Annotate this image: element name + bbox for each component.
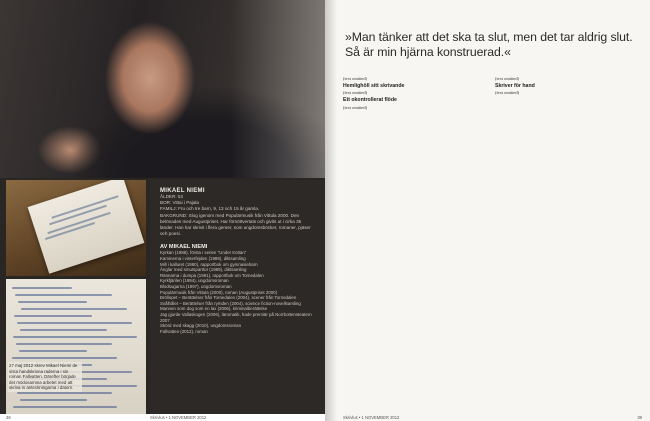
article-paragraph: (text omitted) bbox=[495, 76, 520, 81]
works-item: Kyrkan (1988), första i serien "Under trottan" bbox=[160, 250, 247, 256]
works-heading: AV MIKAEL NIEMI bbox=[160, 244, 208, 251]
page-number-left: 38 bbox=[6, 415, 11, 420]
works-list bbox=[160, 250, 315, 334]
works-item: Fallvatten (2012), roman bbox=[160, 328, 208, 334]
works-item: Populärmusik från Vittula (2000), roman (Augustpriset 2000) bbox=[160, 289, 278, 295]
author-portrait-photo bbox=[0, 0, 325, 178]
article-column-1 bbox=[343, 76, 483, 110]
article-column-2 bbox=[495, 76, 635, 96]
fact-box-rows bbox=[160, 194, 315, 237]
works-item: Kaminerna i vinterfejden (1989), diktsamling bbox=[160, 256, 246, 262]
magazine-date-right: Skrivlus • 1 NOVEMBER 2012 bbox=[343, 415, 400, 420]
works-item: Skörd med skagg (2010), ungdomsroman bbox=[160, 323, 242, 329]
works-item: Svålhålet – Berättelser från rymden (2004), science fiction-novellsamling bbox=[160, 300, 301, 306]
page-number-right: 39 bbox=[637, 415, 642, 420]
handwritten-notes-photo bbox=[6, 279, 146, 414]
right-page bbox=[325, 0, 650, 421]
works-item: Jag gjorde Vallaskogen (2006), läromatik, hade premiär på Norrbottensteatern 2007 bbox=[160, 311, 312, 323]
pull-quote: »Man tänker att det ska ta slut, men det tar aldrig slut. Så är min hjärna konstruerad.« bbox=[345, 30, 633, 59]
right-footer bbox=[325, 414, 650, 421]
fact-box-heading: MIKAEL NIEMI bbox=[160, 188, 205, 194]
fact-row: BOR: Vittai i Pajala bbox=[160, 200, 199, 206]
fact-row: BAKGRUND: Slog igenom med Populärmusik från Vittula 2000. Den belönades med Augustpriset. Har förnöttvertats och givits ut i cirka 35 länder. Han har skrivit i flera genrer, som ungdomsböcker, romaner, pjäser och poesi. bbox=[160, 212, 311, 237]
works-item: Kyrkfjärilen (1994), ungdomsroman bbox=[160, 278, 229, 284]
page-gutter bbox=[325, 0, 337, 421]
notebook-photo bbox=[6, 180, 146, 276]
works-item: Bröllopet – Berättelser från Tornedalen (2004), scener från Tornedalen bbox=[160, 295, 297, 301]
author-fact-box bbox=[150, 180, 325, 414]
section-heading: Ett okontrollerat flöde bbox=[343, 96, 397, 103]
article-paragraph: (text omitted) bbox=[343, 104, 368, 110]
fact-row: ÅLDER: 53 bbox=[160, 194, 183, 199]
works-item: Rännarna i dumpa (1991), rapportbok om Tornedalen bbox=[160, 272, 264, 278]
fact-row: FAMILJ: Fru och tre barn, 9, 13 och 15 år gamla. bbox=[160, 206, 260, 212]
article-paragraph: (text omitted) bbox=[343, 90, 368, 96]
works-item: Mill i kalluret (1990), rapportbok om gymnasiebarn bbox=[160, 261, 258, 267]
article-paragraph: (text omitted) bbox=[343, 76, 368, 81]
article-paragraph: (text omitted) bbox=[495, 90, 520, 96]
works-item: Mannen som dog som en lax (2006), kriminalberättelse bbox=[160, 306, 268, 312]
section-heading: Hemlighöll sitt skrivande bbox=[343, 82, 405, 89]
section-heading: Skriver för hand bbox=[495, 82, 535, 89]
works-item: Änglar med smutsparttor (1989), diktsamling bbox=[160, 267, 247, 273]
magazine-date-left: Skrivlus • 1 NOVEMBER 2012 bbox=[150, 415, 207, 420]
photo-caption: 27 maj 2012 skrev Mikael Niemi de sista handskrivna raderna i sin roman Fallvatten. Därefter började det mödosamma arbetet med att skriva in anteckningarna i datorn. bbox=[8, 362, 82, 392]
left-footer bbox=[0, 414, 325, 421]
works-item: Blodsugarna (1997), ungdomsroman bbox=[160, 283, 232, 289]
